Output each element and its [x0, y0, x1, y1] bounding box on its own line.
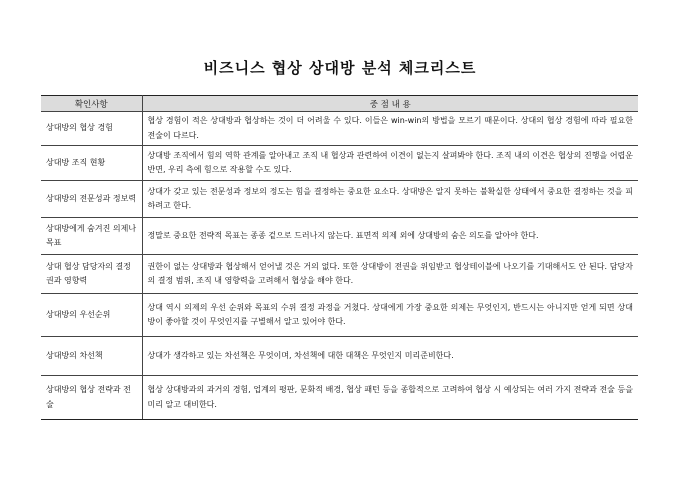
row-item: 상대방의 차선책 [41, 337, 142, 376]
table-row [41, 112, 638, 146]
row-desc: 권한이 없는 상대방과 협상해서 얻어낼 것은 거의 없다. 또한 상대방이 전권을 위임받고 협상테이블에 나오기를 기대해서도 안 된다. 담당자의 결정 범위, 조직 내 영향력을 고려해서 협상을 해야 한다. [142, 255, 638, 294]
table-header-row [41, 96, 638, 112]
row-item: 상대방 조직 현황 [41, 146, 142, 181]
table-row [41, 255, 638, 294]
row-item: 상대방에게 숨겨진 의제나 목표 [41, 218, 142, 255]
row-desc: 상대가 갖고 있는 전문성과 정보의 정도는 힘을 결정하는 중요한 요소다. 상대방은 알지 못하는 불확실한 상태에서 중요한 결정하는 것을 피하려고 한다. [142, 181, 638, 218]
table-row [41, 181, 638, 218]
header-desc: 중 점 내 용 [142, 96, 638, 112]
row-item: 상대방의 협상 전략과 전술 [41, 376, 142, 420]
row-item: 상대 협상 담당자의 결정권과 영향력 [41, 255, 142, 294]
table-row [41, 146, 638, 181]
table-row [41, 294, 638, 337]
table-row [41, 218, 638, 255]
row-item: 상대방의 전문성과 정보력 [41, 181, 142, 218]
row-item: 상대방의 협상 경험 [41, 112, 142, 146]
row-desc: 정말로 중요한 전략적 목표는 종종 겉으로 드러나지 않는다. 표면적 의제 외에 상대방의 숨은 의도를 알아야 한다. [142, 218, 638, 255]
table-row [41, 376, 638, 420]
row-item: 상대방의 우선순위 [41, 294, 142, 337]
document-title: 비즈니스 협상 상대방 분석 체크리스트 [203, 59, 477, 77]
row-desc: 상대가 생각하고 있는 차선책은 무엇이며, 차선책에 대한 대책은 무엇인지 미리준비한다. [142, 337, 638, 376]
row-desc: 상대 역시 의제의 우선 순위와 목표의 수위 결정 과정을 거쳤다. 상대에게 가장 중요한 의제는 무엇인지, 반드시는 아니지만 얻게 되면 상대방이 좋아할 것이 무엇인지를 구별해서 알고 있어야 한다. [142, 294, 638, 337]
row-desc: 상대방 조직에서 힘의 역학 관계를 알아내고 조직 내 협상과 관련하여 이견이 없는지 살펴봐야 한다. 조직 내의 이견은 협상의 진행을 어렵운 반면, 우리 측에 힘으로 작용할 수도 있다. [142, 146, 638, 181]
header-item: 확인사항 [41, 96, 142, 112]
checklist-table [41, 95, 638, 420]
table-row [41, 337, 638, 376]
row-desc: 협상 경험이 적은 상대방과 협상하는 것이 더 어려울 수 있다. 이들은 win-win의 방법을 모르기 때문이다. 상대의 협상 경험에 따라 필요한 전술이 다르다. [142, 112, 638, 146]
row-desc: 협상 상대방과의 과거의 경험, 업계의 평판, 문화적 배경, 협상 패턴 등을 종합적으로 고려하여 협상 시 예상되는 여러 가지 전략과 전술 등을 미리 알고 대비한다. [142, 376, 638, 420]
